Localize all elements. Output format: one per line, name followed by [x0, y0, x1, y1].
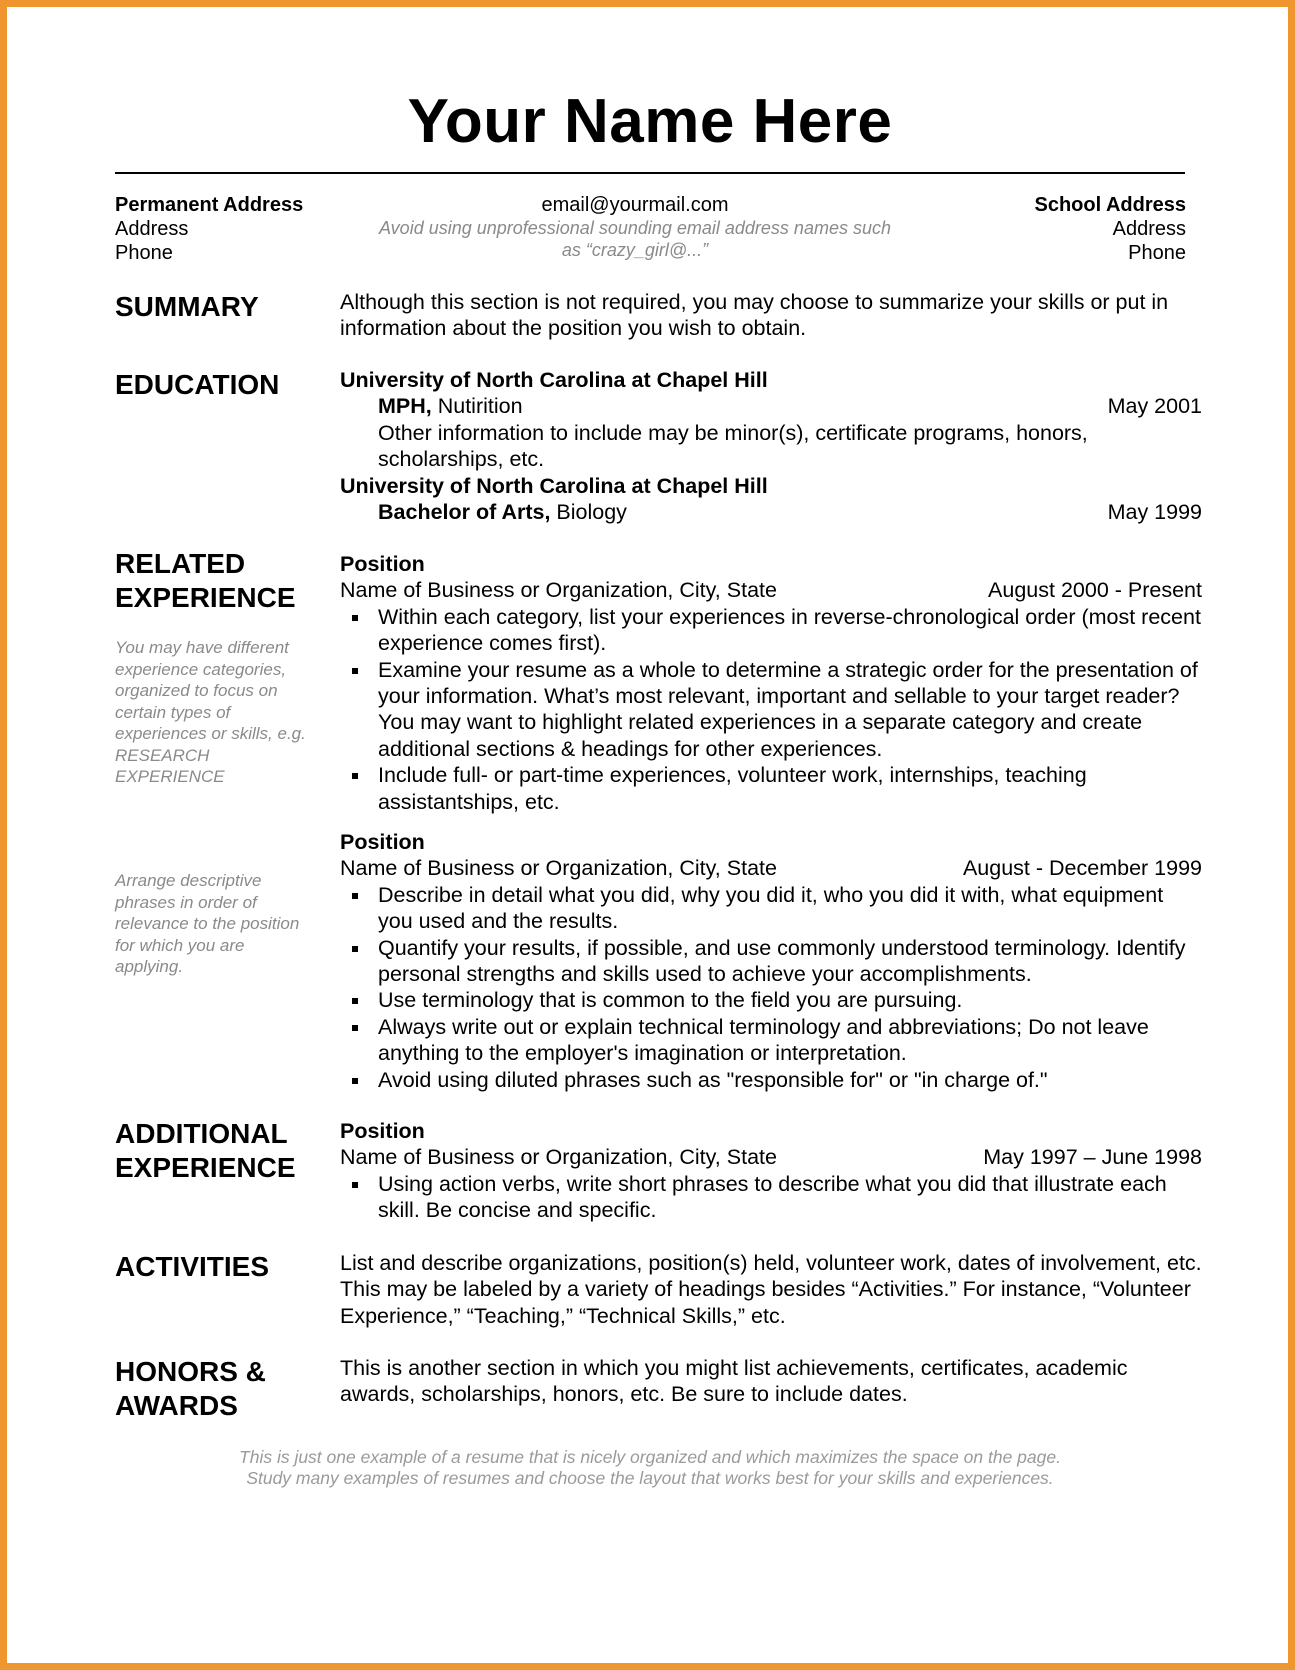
education-field: Nutirition [431, 394, 523, 419]
honors-heading-line-2: AWARDS [115, 1390, 238, 1421]
honors-heading-line-1: HONORS & [115, 1356, 266, 1387]
position-org: Name of Business or Organization, City, State [340, 856, 777, 881]
position-bullets [340, 882, 1202, 1093]
education-school: University of North Carolina at Chapel Hill [340, 368, 768, 392]
education-degree-row [340, 393, 1202, 419]
education-heading: EDUCATION [115, 369, 280, 400]
additional-heading-line-2: EXPERIENCE [115, 1152, 296, 1183]
header-divider [115, 172, 1185, 174]
permanent-address-block [115, 193, 303, 265]
related-side-note-2: Arrange descriptive phrases in order of relevance to the position for which you are applying. [115, 871, 300, 976]
permanent-phone: Phone [115, 242, 173, 264]
education-details: Other information to include may be minor(s), certificate programs, honors, scholarships, etc. [378, 420, 1088, 472]
position-date: August - December 1999 [962, 856, 1202, 881]
position-date: August 2000 - Present [988, 578, 1202, 603]
related-experience-heading [115, 547, 315, 615]
related-heading-line-1: RELATED [115, 548, 246, 579]
summary-heading: SUMMARY [115, 291, 259, 322]
position-bullets [340, 604, 1202, 815]
additional-heading-line-1: ADDITIONAL [115, 1118, 288, 1149]
footer-line-1: This is just one example of a resume that is nicely organized and which maximizes the space on the page. [239, 1447, 1061, 1467]
email-block [375, 193, 895, 261]
footer-line-2: Study many examples of resumes and choose the layout that works best for your skills and experiences. [246, 1468, 1054, 1488]
position-title: Position [340, 830, 425, 854]
permanent-address-label: Permanent Address [115, 194, 304, 216]
position-title: Position [340, 552, 425, 576]
additional-experience-heading [115, 1117, 315, 1185]
bullet-item: Quantify your results, if possible, and use commonly understood terminology. Identify personal strengths and skills used to achieve your accomplishments. [340, 935, 1202, 988]
activities-text: List and describe organizations, position(s) held, volunteer work, dates of involvement, etc. This may be labeled by a variety of headings besides “Activities.” For instance, “Volunteer Experience,” “Teaching,” “Technical Skills,” etc. [340, 1251, 1202, 1328]
related-position-2 [340, 829, 1202, 1093]
position-org-row [340, 855, 1202, 881]
bullet-item: Using action verbs, write short phrases to describe what you did that illustrate each skill. Be concise and specific. [340, 1171, 1202, 1224]
email-note-line-2: as “crazy_girl@...” [561, 240, 709, 260]
school-address: Address [1112, 218, 1186, 240]
education-school: University of North Carolina at Chapel Hill [340, 473, 768, 498]
honors-text: This is another section in which you might list achievements, certificates, academic awards, scholarships, honors, etc. Be sure to include dates. [340, 1356, 1128, 1407]
education-field: Biology [550, 500, 627, 525]
position-org: Name of Business or Organization, City, State [340, 1145, 777, 1170]
position-org-row [340, 1144, 1202, 1170]
bullet-item: Include full- or part-time experiences, volunteer work, internships, teaching assistantships, etc. [340, 762, 1202, 815]
additional-position [340, 1118, 1202, 1224]
bullet-item: Describe in detail what you did, why you did it, who you did it with, what equipment you used and the results. [340, 882, 1202, 935]
education-section [340, 367, 1202, 525]
activities-heading: ACTIVITIES [115, 1251, 270, 1282]
position-date: May 1997 – June 1998 [983, 1145, 1202, 1170]
permanent-address: Address [115, 218, 189, 240]
position-org-row [340, 577, 1202, 603]
education-degree-row [340, 499, 1202, 525]
email-address: email@yourmail.com [541, 194, 729, 216]
honors-heading [115, 1355, 315, 1423]
bullet-item: Avoid using diluted phrases such as "responsible for" or "in charge of." [340, 1067, 1202, 1093]
education-degree: Bachelor of Arts, [378, 500, 551, 525]
school-address-block [1034, 193, 1186, 265]
education-degree: MPH, [378, 394, 432, 419]
resume-page [115, 0, 1210, 1670]
bullet-item: Within each category, list your experiences in reverse-chronological order (most recent experience comes first). [340, 604, 1202, 657]
position-title: Position [340, 1119, 425, 1143]
resume-name: Your Name Here [407, 87, 893, 156]
school-address-label: School Address [1034, 194, 1186, 216]
education-date: May 1999 [1107, 500, 1202, 525]
footer-note [115, 1447, 1185, 1489]
related-position-1 [340, 551, 1202, 815]
summary-text: Although this section is not required, you may choose to summarize your skills or put in information about the position you wish to obtain. [340, 290, 1169, 341]
email-note-line-1: Avoid using unprofessional sounding email address names such [379, 218, 891, 238]
education-date: May 2001 [1107, 394, 1202, 419]
school-phone: Phone [1128, 242, 1186, 264]
related-side-note-1: You may have different experience categories, organized to focus on certain types of experiences or skills, e.g. RESEARCH EXPERIENCE [115, 638, 306, 786]
bullet-item: Use terminology that is common to the field you are pursuing. [340, 987, 1202, 1013]
bullet-item: Always write out or explain technical terminology and abbreviations; Do not leave anything to the employer's imagination or interpretation. [340, 1014, 1202, 1067]
position-bullets [340, 1171, 1202, 1224]
bullet-item: Examine your resume as a whole to determine a strategic order for the presentation of your information. What’s most relevant, important and sellable to your target reader? You may want to highlight related experiences in a separate category and create additional sections & headings for other experiences. [340, 657, 1202, 763]
related-heading-line-2: EXPERIENCE [115, 582, 296, 613]
position-org: Name of Business or Organization, City, State [340, 578, 777, 603]
